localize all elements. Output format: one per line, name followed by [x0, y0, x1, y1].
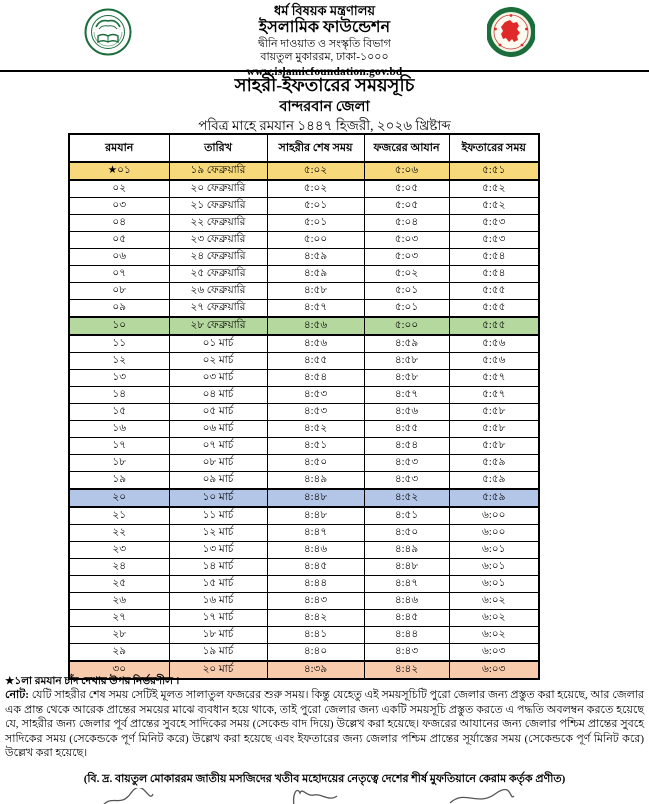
iftar-time-cell: ৬:০০ [449, 507, 539, 525]
sahri-end-cell: ৪:৪৫ [267, 559, 364, 576]
ramadan-cell: ২৫ [69, 576, 169, 593]
header-divider [0, 70, 649, 72]
table-row [69, 370, 539, 387]
division-name: দ্বীনি দাওয়াত ও সংস্কৃতি বিভাগ [258, 38, 391, 51]
iftar-time-cell: ৫:৫৫ [449, 300, 539, 318]
iftar-time-cell: ৬:০০ [449, 525, 539, 542]
date-cell: ১৪ মার্চ [169, 559, 267, 576]
signature-mark [95, 788, 157, 804]
ramadan-cell: ১৭ [69, 438, 169, 455]
fajr-azan-cell: ৪:৫৪ [364, 438, 449, 455]
date-cell: ১৬ মার্চ [169, 593, 267, 610]
date-cell: ১৫ মার্চ [169, 576, 267, 593]
date-cell: ০৮ মার্চ [169, 455, 267, 472]
ramadan-cell: ২১ [69, 507, 169, 525]
sahri-end-cell: ৪:৪২ [267, 610, 364, 627]
sahri-end-cell: ৫:০২ [267, 180, 364, 198]
date-cell: ১২ মার্চ [169, 525, 267, 542]
note-paragraph [5, 688, 644, 761]
ramadan-cell: ১৮ [69, 455, 169, 472]
ramadan-cell: ২৭ [69, 610, 169, 627]
date-cell: ২৩ ফেব্রুয়ারি [169, 232, 267, 249]
sahri-end-cell: ৪:৫৯ [267, 266, 364, 283]
ramadan-cell: ২৪ [69, 559, 169, 576]
sahri-end-cell: ৪:৪৮ [267, 489, 364, 507]
date-cell: ০৩ মার্চ [169, 370, 267, 387]
sahri-end-cell: ৪:৪৭ [267, 525, 364, 542]
table-row [69, 198, 539, 215]
date-cell: ০১ মার্চ [169, 335, 267, 353]
fajr-azan-cell: ৪:৫০ [364, 525, 449, 542]
iftar-time-cell: ৫:৫৬ [449, 353, 539, 370]
ramadan-cell: ০৫ [69, 232, 169, 249]
page-title: সাহরী-ইফতারের সময়সূচি [234, 75, 415, 95]
sahri-end-cell: ৪:৫৪ [267, 370, 364, 387]
sahri-end-cell: ৪:৪০ [267, 644, 364, 662]
fajr-azan-cell: ৫:০৪ [364, 215, 449, 232]
iftar-time-cell: ৬:০২ [449, 610, 539, 627]
ramadan-cell: ০৬ [69, 249, 169, 266]
date-cell: ২০ মার্চ [169, 661, 267, 679]
date-cell: ২৬ ফেব্রুয়ারি [169, 283, 267, 300]
ramadan-cell: ২৩ [69, 542, 169, 559]
ramadan-cell: ১২ [69, 353, 169, 370]
ministry-name: ধর্ম বিষয়ক মন্ত্রণালয় [273, 3, 376, 18]
iftar-time-cell: ৬:০২ [449, 593, 539, 610]
fajr-azan-cell: ৪:৫৩ [364, 472, 449, 490]
note-text: যেটি সাহরীর শেষ সময় সেটিই মূলত সালাতুল ফজরের শুরু সময়। কিন্তু যেহেতু এই সময়সূচিটি পুরো জেলার জন্য প্রস্তুত করা হয়েছে, আর জেলার এক প্রান্ত থেকে আরেক প্রান্তের সময়ের মাঝে ব্যবধান হয়ে থাকে, তাই পুরো জেলার জন্য একটি সময়সূচি প্রস্তুত করতে এ পদ্ধতি অবলম্বন করতে হয়েছে যে, সাহরীর জন্য জেলার পূর্ব প্রান্তের সুবহে সাদিকের সময় (সেকেন্ড বাদ দিয়ে) উল্লেখ করা হয়েছে। ফজরের আযানের জন্য জেলার পশ্চিম প্রান্তের সুবহে সাদিকের সময় (সেকেন্ডকে পূর্ণ মিনিট করে) উল্লেখ করা হয়েছে এবং ইফতারের জন্য জেলার পশ্চিম প্রান্তের সূর্যাস্তের সময় (সেকেন্ডকে পূর্ণ মিনিট করে) উল্লেখ করা হয়েছে। [5, 689, 645, 760]
fajr-azan-cell: ৪:৫৬ [364, 404, 449, 421]
fajr-azan-cell: ৪:৪৫ [364, 610, 449, 627]
table-row [69, 438, 539, 455]
sahri-end-cell: ৪:৫৯ [267, 249, 364, 266]
table-row [69, 232, 539, 249]
date-cell: ০৬ মার্চ [169, 421, 267, 438]
signature-mark [283, 784, 343, 804]
ramadan-cell: ০২ [69, 180, 169, 198]
fajr-azan-cell: ৫:০৫ [364, 180, 449, 198]
sahri-end-cell: ৪:৫৫ [267, 353, 364, 370]
ramadan-cell: ১৯ [69, 472, 169, 490]
iftar-time-cell: ৫:৫৫ [449, 283, 539, 300]
foundation-name: ইসলামিক ফাউন্ডেশন [258, 18, 391, 36]
title-block [0, 75, 649, 134]
iftar-time-cell: ৬:০২ [449, 627, 539, 644]
fajr-azan-cell: ৫:০১ [364, 283, 449, 300]
ramadan-cell: ১৪ [69, 387, 169, 404]
fajr-azan-cell: ৪:৫৮ [364, 353, 449, 370]
table-row [69, 559, 539, 576]
col-header-iftar-time: ইফতারের সময় [449, 134, 539, 162]
date-cell: ২৮ ফেব্রুয়ারি [169, 317, 267, 335]
table-row [69, 472, 539, 490]
iftar-time-cell: ৫:৫৯ [449, 489, 539, 507]
credit-line: (বি. দ্র. বায়তুল মোকাররম জাতীয় মসজিদের খতীব মহোদয়ের নেতৃত্বে দেশের শীর্ষ মুফতিয়ানে কেরাম কর্তৃক প্রণীত) [83, 773, 566, 785]
fajr-azan-cell: ৫:০১ [364, 300, 449, 318]
date-cell: ১৩ মার্চ [169, 542, 267, 559]
col-header-fajr-azan: ফজরের আযান [364, 134, 449, 162]
table-row [69, 387, 539, 404]
date-cell: ২১ ফেব্রুয়ারি [169, 198, 267, 215]
ramadan-cell: ★০১ [69, 162, 169, 180]
bangladesh-government-emblem-icon [487, 7, 535, 62]
ramadan-cell: ২০ [69, 489, 169, 507]
sahri-end-cell: ৪:৫৮ [267, 283, 364, 300]
fajr-azan-cell: ৪:৫৫ [364, 421, 449, 438]
fajr-azan-cell: ৫:০৩ [364, 249, 449, 266]
header-row [69, 134, 539, 162]
table-row [69, 300, 539, 318]
iftar-time-cell: ৬:০১ [449, 542, 539, 559]
ramadan-cell: ২৮ [69, 627, 169, 644]
date-cell: ১০ মার্চ [169, 489, 267, 507]
table-row [69, 421, 539, 438]
fajr-azan-cell: ৪:৫৯ [364, 335, 449, 353]
ramadan-cell: ২২ [69, 525, 169, 542]
ramadan-cell: ২৬ [69, 593, 169, 610]
iftar-time-cell: ৫:৫২ [449, 180, 539, 198]
table-row [69, 610, 539, 627]
col-header-sahri-end: সাহরীর শেষ সময় [267, 134, 364, 162]
schedule-table-head [69, 134, 539, 162]
sahri-end-cell: ৪:৫০ [267, 455, 364, 472]
sahri-end-cell: ৪:৫৬ [267, 317, 364, 335]
date-cell: ২২ ফেব্রুয়ারি [169, 215, 267, 232]
fajr-azan-cell: ৫:০২ [364, 266, 449, 283]
sahri-end-cell: ৫:০০ [267, 232, 364, 249]
date-cell: ০৪ মার্চ [169, 387, 267, 404]
iftar-time-cell: ৫:৫৩ [449, 215, 539, 232]
ramadan-cell: ১৩ [69, 370, 169, 387]
sahri-end-cell: ৪:৪৩ [267, 593, 364, 610]
date-cell: ২৫ ফেব্রুয়ারি [169, 266, 267, 283]
district-title: বান্দরবান জেলা [279, 98, 370, 115]
ramadan-cell: ১৫ [69, 404, 169, 421]
iftar-time-cell: ৫:৫৭ [449, 370, 539, 387]
table-row [69, 593, 539, 610]
iftar-time-cell: ৫:৫৪ [449, 249, 539, 266]
ramadan-cell: ০৪ [69, 215, 169, 232]
sahri-end-cell: ৪:৪৮ [267, 507, 364, 525]
ramadan-cell: ০৩ [69, 198, 169, 215]
fajr-azan-cell: ৫:০০ [364, 317, 449, 335]
col-header-ramadan: রমযান [69, 134, 169, 162]
sahri-end-cell: ৪:৩৯ [267, 661, 364, 679]
table-row [69, 627, 539, 644]
sahri-end-cell: ৪:৫৭ [267, 300, 364, 318]
schedule-table-body [69, 162, 539, 679]
iftar-time-cell: ৫:৫৫ [449, 317, 539, 335]
date-cell: ১১ মার্চ [169, 507, 267, 525]
table-row [69, 215, 539, 232]
iftar-time-cell: ৫:৫২ [449, 198, 539, 215]
col-header-date: তারিখ [169, 134, 267, 162]
iftar-time-cell: ৫:৫৮ [449, 404, 539, 421]
table-row [69, 249, 539, 266]
note-label: নোট: [5, 689, 29, 701]
sahri-end-cell: ৪:৪৯ [267, 472, 364, 490]
fajr-azan-cell: ৪:৪৩ [364, 644, 449, 662]
iftar-time-cell: ৬:০৩ [449, 661, 539, 679]
iftar-time-cell: ৫:৫১ [449, 162, 539, 180]
fajr-azan-cell: ৫:০৩ [364, 232, 449, 249]
iftar-time-cell: ৫:৫৯ [449, 472, 539, 490]
table-row [69, 353, 539, 370]
address-line: বায়তুল মুকাররম, ঢাকা-১০০০ [260, 50, 389, 63]
date-cell: ১৯ ফেব্রুয়ারি [169, 162, 267, 180]
sahri-end-cell: ৪:৪১ [267, 627, 364, 644]
ramadan-cell: ৩০ [69, 661, 169, 679]
iftar-time-cell: ৫:৫৩ [449, 232, 539, 249]
fajr-azan-cell: ৪:৫৮ [364, 370, 449, 387]
table-row [69, 455, 539, 472]
date-cell: ১৯ মার্চ [169, 644, 267, 662]
table-row [69, 489, 539, 507]
fajr-azan-cell: ৪:৫২ [364, 489, 449, 507]
table-row [69, 283, 539, 300]
fajr-azan-cell: ৪:৪৮ [364, 559, 449, 576]
sahri-end-cell: ৪:৫৩ [267, 404, 364, 421]
date-cell: ২৪ ফেব্রুয়ারি [169, 249, 267, 266]
sahri-end-cell: ৪:৪৪ [267, 576, 364, 593]
ramadan-cell: ২৯ [69, 644, 169, 662]
ramadan-cell: ১১ [69, 335, 169, 353]
date-cell: ১৭ মার্চ [169, 610, 267, 627]
ramadan-cell: ০৯ [69, 300, 169, 318]
table-row [69, 644, 539, 662]
table-row [69, 404, 539, 421]
fajr-azan-cell: ৪:৪৭ [364, 576, 449, 593]
header-text-block [0, 4, 649, 78]
table-row [69, 542, 539, 559]
iftar-time-cell: ৬:০৩ [449, 644, 539, 662]
fajr-azan-cell: ৪:৫১ [364, 507, 449, 525]
document-header [0, 4, 649, 70]
table-row [69, 507, 539, 525]
iftar-time-cell: ৫:৫৭ [449, 387, 539, 404]
date-cell: ০২ মার্চ [169, 353, 267, 370]
iftar-time-cell: ৬:০১ [449, 559, 539, 576]
fajr-azan-cell: ৪:৫৩ [364, 455, 449, 472]
ramadan-cell: ১৬ [69, 421, 169, 438]
table-row [69, 317, 539, 335]
date-cell: ২৭ ফেব্রুয়ারি [169, 300, 267, 318]
iftar-time-cell: ৫:৫৮ [449, 438, 539, 455]
date-cell: ০৫ মার্চ [169, 404, 267, 421]
fajr-azan-cell: ৪:৪২ [364, 661, 449, 679]
ramadan-cell: ০৮ [69, 283, 169, 300]
iftar-time-cell: ৫:৫৯ [449, 455, 539, 472]
table-row [69, 162, 539, 180]
ramadan-cell: ১০ [69, 317, 169, 335]
ramadan-cell: ০৭ [69, 266, 169, 283]
sahri-end-cell: ৪:৪৬ [267, 542, 364, 559]
fajr-azan-cell: ৪:৪৯ [364, 542, 449, 559]
date-cell: ০৯ মার্চ [169, 472, 267, 490]
moon-sighting-footnote: ★১লা রমযান চাঁদ দেখার উপর নির্ভরশীল । [5, 676, 180, 687]
fajr-azan-cell: ৫:০৬ [364, 162, 449, 180]
sahri-end-cell: ৪:৫২ [267, 421, 364, 438]
month-year-line: পবিত্র মাহে রমযান ১৪৪৭ হিজরী, ২০২৬ খ্রিষ্টাব্দ [198, 118, 451, 134]
date-cell: ১৮ মার্চ [169, 627, 267, 644]
sahri-end-cell: ৫:০১ [267, 215, 364, 232]
signature-mark [447, 789, 517, 804]
fajr-azan-cell: ৪:৪৬ [364, 593, 449, 610]
table-row [69, 576, 539, 593]
iftar-time-cell: ৬:০১ [449, 576, 539, 593]
date-cell: ০৭ মার্চ [169, 438, 267, 455]
sahri-end-cell: ৪:৫৩ [267, 387, 364, 404]
sahri-end-cell: ৫:০১ [267, 198, 364, 215]
fajr-azan-cell: ৪:৫৭ [364, 387, 449, 404]
iftar-time-cell: ৫:৫৬ [449, 335, 539, 353]
schedule-table [68, 133, 540, 680]
sahri-end-cell: ৫:০২ [267, 162, 364, 180]
iftar-time-cell: ৫:৫৮ [449, 421, 539, 438]
fajr-azan-cell: ৫:০৫ [364, 198, 449, 215]
iftar-time-cell: ৫:৫৪ [449, 266, 539, 283]
fajr-azan-cell: ৪:৪৪ [364, 627, 449, 644]
sahri-end-cell: ৪:৫১ [267, 438, 364, 455]
table-row [69, 180, 539, 198]
date-cell: ২০ ফেব্রুয়ারি [169, 180, 267, 198]
table-row [69, 525, 539, 542]
table-row [69, 266, 539, 283]
table-row [69, 335, 539, 353]
sahri-end-cell: ৪:৫৬ [267, 335, 364, 353]
